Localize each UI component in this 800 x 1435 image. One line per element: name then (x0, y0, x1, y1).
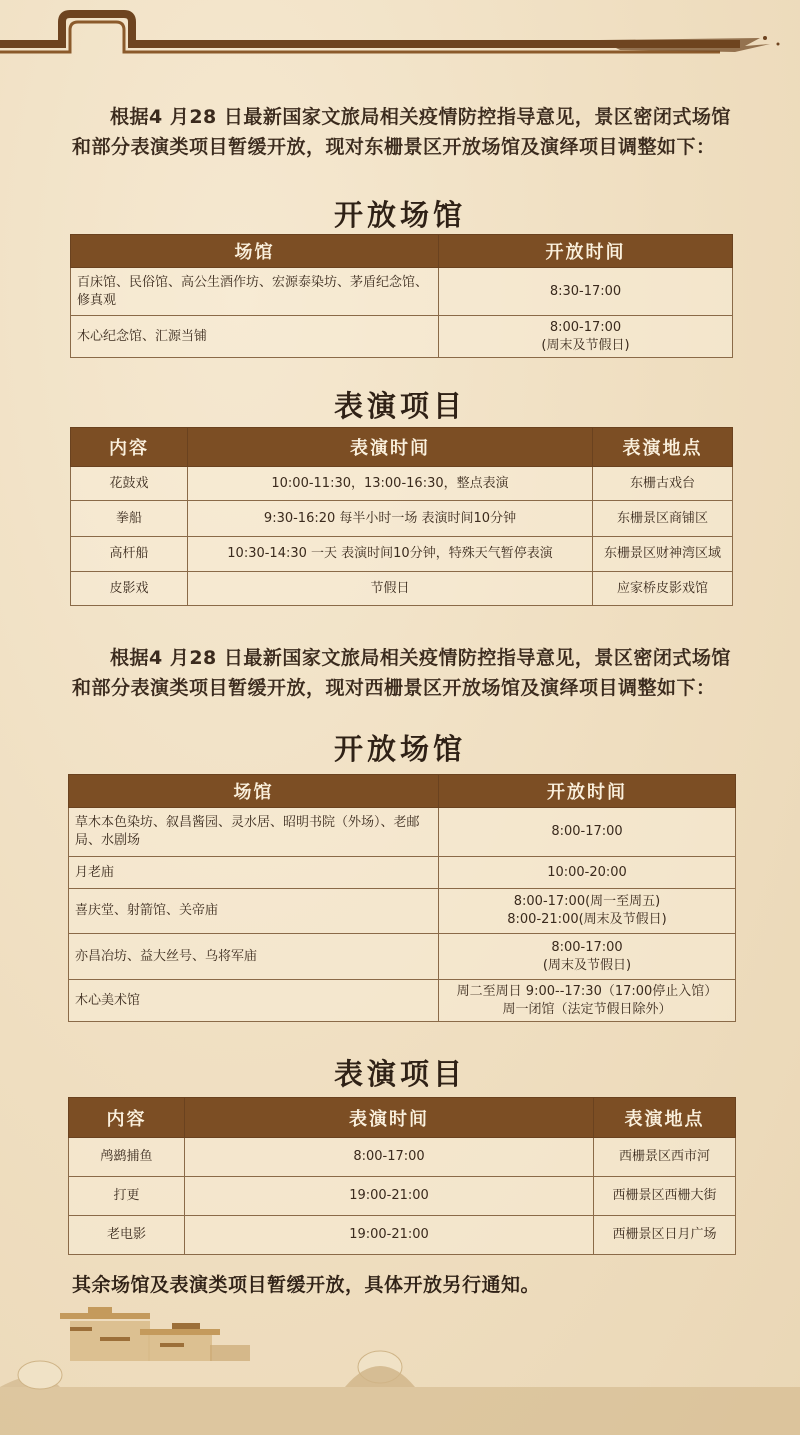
table-row (71, 537, 733, 572)
venue-cell: 亦昌冶坊、益大丝号、乌将军庙 (69, 934, 439, 980)
time-line: (周末及节假日) (542, 957, 632, 973)
column-header-show-place: 表演地点 (593, 428, 733, 467)
show-name-cell: 皮影戏 (71, 572, 188, 606)
east-shows-table (70, 427, 733, 606)
top-border-decoration (0, 0, 800, 70)
table-row (69, 1138, 736, 1177)
east-intro-paragraph: 根据4 月28 日最新国家文旅局相关疫情防控指导意见，景区密闭式场馆和部分表演类项目暂缓开放，现对东栅景区开放场馆及演绎项目调整如下： (72, 106, 731, 158)
east-shows-title: 表演项目 (333, 389, 466, 423)
show-name-cell: 老电影 (69, 1216, 185, 1255)
table-header-row (69, 775, 736, 808)
time-line: 8:00-17:00(周一至周五) (513, 894, 661, 909)
table-row (69, 808, 736, 857)
time-line: 8:00-17:00 (549, 319, 622, 335)
table-row (71, 572, 733, 606)
time-line: 8:00-17:00 (551, 939, 623, 955)
table-row (71, 268, 733, 316)
show-place-cell: 西栅景区日月广场 (594, 1216, 736, 1255)
show-name-cell: 花鼓戏 (71, 467, 188, 501)
table-row (69, 980, 736, 1022)
table-header-row (71, 428, 733, 467)
time-cell: 8:30-17:00 (439, 268, 733, 316)
show-place-cell: 应家桥皮影戏馆 (593, 572, 733, 606)
table-row (69, 889, 736, 934)
time-line: 周二至周日 9:00--17:30（17:00停止入馆） (456, 983, 718, 999)
venue-cell: 月老庙 (69, 857, 439, 889)
column-header-content: 内容 (69, 1098, 185, 1138)
show-time-cell: 10:30-14:30 一天 表演时间10分钟，特殊天气暂停表演 (188, 537, 593, 572)
time-line: 周一闭馆（法定节假日除外） (502, 1001, 672, 1017)
bottom-architecture-decoration (0, 1305, 800, 1435)
time-line: 8:00-21:00(周末及节假日) (507, 912, 667, 927)
show-place-cell: 东栅景区财神湾区域 (593, 537, 733, 572)
time-cell (439, 934, 736, 980)
west-venues-table (68, 774, 736, 1022)
venue-cell: 木心美术馆 (69, 980, 439, 1022)
show-name-cell: 高杆船 (71, 537, 188, 572)
show-place-cell: 东栅古戏台 (593, 467, 733, 501)
show-name-cell: 拳船 (71, 501, 188, 537)
table-row (69, 1216, 736, 1255)
column-header-open-time: 开放时间 (439, 235, 733, 268)
time-cell: 8:00-17:00 (439, 808, 736, 857)
venue-cell: 草木本色染坊、叙昌酱园、灵水居、昭明书院（外场）、老邮局、水剧场 (69, 808, 439, 857)
show-place-cell: 西栅景区西栅大街 (594, 1177, 736, 1216)
show-name-cell: 打更 (69, 1177, 185, 1216)
table-row (71, 316, 733, 358)
column-header-open-time: 开放时间 (439, 775, 736, 808)
table-row (69, 934, 736, 980)
west-venues-title: 开放场馆 (333, 732, 466, 766)
east-venues-table (70, 234, 733, 358)
show-place-cell: 西栅景区西市河 (594, 1138, 736, 1177)
show-time-cell: 19:00-21:00 (185, 1216, 594, 1255)
column-header-content: 内容 (71, 428, 188, 467)
west-intro-paragraph: 根据4 月28 日最新国家文旅局相关疫情防控指导意见，景区密闭式场馆和部分表演类项目暂缓开放，现对西栅景区开放场馆及演绎项目调整如下： (72, 647, 731, 699)
show-time-cell: 节假日 (188, 572, 593, 606)
venue-cell: 百床馆、民俗馆、高公生酒作坊、宏源泰染坊、茅盾纪念馆、修真观 (71, 268, 439, 316)
show-time-cell: 9:30-16:20 每半小时一场 表演时间10分钟 (188, 501, 593, 537)
east-venues-title: 开放场馆 (333, 198, 466, 232)
time-cell: 10:00-20:00 (439, 857, 736, 889)
time-cell (439, 316, 733, 358)
show-name-cell: 鸬鹚捕鱼 (69, 1138, 185, 1177)
show-time-cell: 10:00-11:30，13:00-16:30，整点表演 (188, 467, 593, 501)
venue-cell: 喜庆堂、射箭馆、关帝庙 (69, 889, 439, 934)
show-time-cell: 19:00-21:00 (185, 1177, 594, 1216)
show-place-cell: 东栅景区商铺区 (593, 501, 733, 537)
table-row (69, 1177, 736, 1216)
time-line: (周末及节假日) (541, 337, 630, 353)
venue-cell: 木心纪念馆、汇源当铺 (71, 316, 439, 358)
footer-note: 其余场馆及表演类项目暂缓开放，具体开放另行通知。 (72, 1274, 541, 1296)
column-header-show-place: 表演地点 (594, 1098, 736, 1138)
table-row (69, 857, 736, 889)
table-row (71, 467, 733, 501)
column-header-venue: 场馆 (71, 235, 439, 268)
time-cell (439, 889, 736, 934)
time-cell (439, 980, 736, 1022)
table-header-row (71, 235, 733, 268)
column-header-show-time: 表演时间 (185, 1098, 594, 1138)
west-shows-title: 表演项目 (333, 1057, 466, 1091)
column-header-show-time: 表演时间 (188, 428, 593, 467)
show-time-cell: 8:00-17:00 (185, 1138, 594, 1177)
table-header-row (69, 1098, 736, 1138)
column-header-venue: 场馆 (69, 775, 439, 808)
west-shows-table (68, 1097, 736, 1255)
table-row (71, 501, 733, 537)
